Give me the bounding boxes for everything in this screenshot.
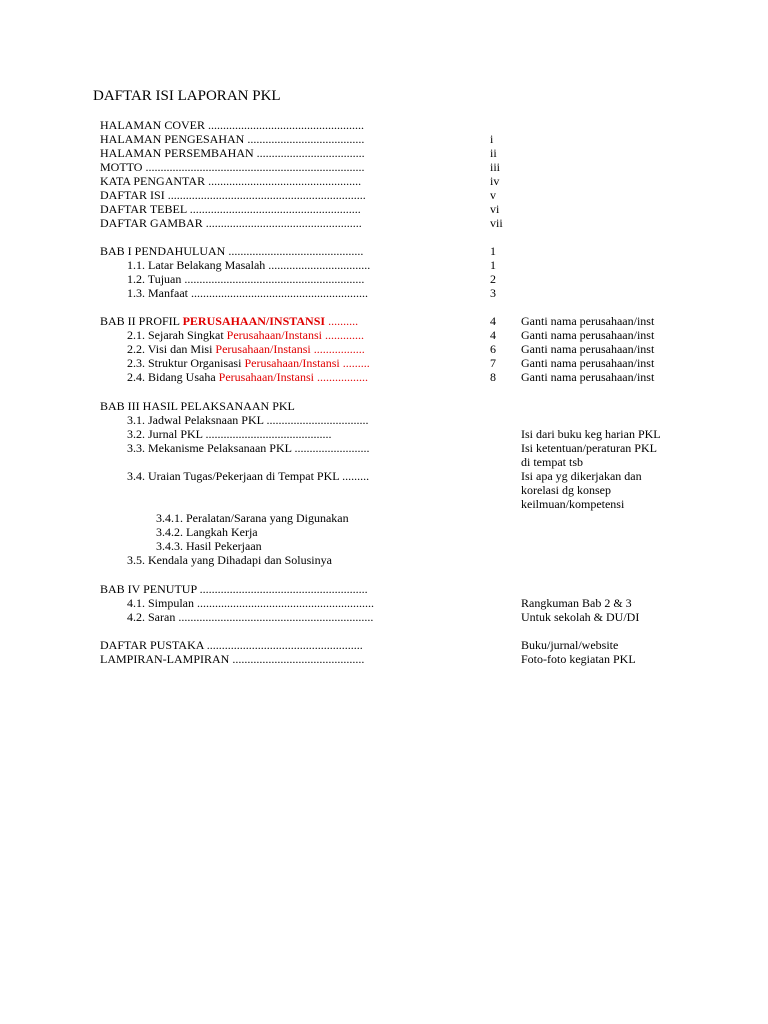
side-note: Isi apa yg dikerjakan dan [521,469,642,483]
side-note: Buku/jurnal/website [521,638,619,652]
side-note: Ganti nama perusahaan/inst [521,370,655,384]
highlight-text: PERUSAHAAN/INSTANSI [182,314,326,328]
side-note: di tempat tsb [521,455,583,469]
page-number: i [490,132,494,146]
toc-entry: HALAMAN PENGESAHAN ....................................... [100,132,365,146]
document-title: DAFTAR ISI LAPORAN PKL [93,88,281,104]
toc-subsubentry: 3.4.3. Hasil Pekerjaan [156,539,262,553]
leader-dots: ................. [310,342,365,356]
page-number: 8 [490,370,496,384]
toc-subentry: 3.5. Kendala yang Dihadapi dan Solusinya [127,553,332,567]
side-note: Ganti nama perusahaan/inst [521,342,655,356]
leader-dots: ......... [339,356,370,370]
toc-subentry: 3.3. Mekanisme Pelaksanaan PKL ......................... [127,441,370,455]
leader-dots: ................. [313,370,368,384]
toc-entry: KATA PENGANTAR ................................................... [100,174,362,188]
side-note: Ganti nama perusahaan/inst [521,314,655,328]
toc-subentry [127,328,364,342]
side-note: Untuk sekolah & DU/DI [521,610,640,624]
toc-entry: HALAMAN COVER .................................................... [100,118,364,132]
highlight-text: Perusahaan/Instansi [218,370,314,384]
page-number: 4 [490,314,496,328]
toc-entry: HALAMAN PERSEMBAHAN .................................... [100,146,365,160]
toc-entry: DAFTAR GAMBAR .................................................... [100,216,362,230]
side-note: korelasi dg konsep [521,483,611,497]
entry-prefix: 2.2. Visi dan Misi [127,342,216,356]
side-note: Rangkuman Bab 2 & 3 [521,596,632,610]
toc-subentry [127,356,370,370]
toc-subsubentry: 3.4.2. Langkah Kerja [156,525,258,539]
highlight-text: Perusahaan/Instansi [244,356,340,370]
page-number: 7 [490,356,496,370]
chapter-heading: BAB I PENDAHULUAN ............................................. [100,244,364,258]
toc-entry: MOTTO ......................................................................... [100,160,365,174]
page-number: vii [490,216,503,230]
toc-subentry: 4.2. Saran ................................................................. [127,610,374,624]
entry-prefix: 2.1. Sejarah Singkat [127,328,227,342]
toc-subentry [127,342,365,356]
toc-subentry: 1.3. Manfaat ........................................................... [127,286,368,300]
page-number: vi [490,202,500,216]
page-number: v [490,188,496,202]
toc-subentry: 3.1. Jadwal Pelaksnaan PKL .................................. [127,413,369,427]
toc-subentry: 4.1. Simpulan ........................................................... [127,596,375,610]
leader-dots: .......... [325,314,359,328]
page-number: iv [490,174,500,188]
side-note: Foto-foto kegiatan PKL [521,652,636,666]
toc-subentry: 3.2. Jurnal PKL .......................................... [127,427,332,441]
chapter-heading [100,314,358,328]
highlight-text: Perusahaan/Instansi [215,342,311,356]
toc-entry: DAFTAR ISI .................................................................. [100,188,366,202]
entry-prefix: 2.3. Struktur Organisasi [127,356,245,370]
side-note: Isi dari buku keg harian PKL [521,427,661,441]
entry-prefix: 2.4. Bidang Usaha [127,370,219,384]
page-number: 4 [490,328,496,342]
side-note: Ganti nama perusahaan/inst [521,356,655,370]
page-number: 6 [490,342,496,356]
page-number: 2 [490,272,496,286]
toc-subsubentry: 3.4.1. Peralatan/Sarana yang Digunakan [156,511,349,525]
page-number: 1 [490,244,496,258]
side-note: keilmuan/kompetensi [521,497,625,511]
toc-subentry: 1.1. Latar Belakang Masalah .................................. [127,258,371,272]
page-number: ii [490,146,497,160]
leader-dots: ............. [321,328,364,342]
side-note: Isi ketentuan/peraturan PKL [521,441,657,455]
toc-entry: DAFTAR PUSTAKA .................................................... [100,638,363,652]
page-number: 3 [490,286,496,300]
toc-entry: LAMPIRAN-LAMPIRAN ............................................ [100,652,365,666]
page-number: iii [490,160,501,174]
side-note: Ganti nama perusahaan/inst [521,328,655,342]
toc-entry: DAFTAR TEBEL ......................................................... [100,202,361,216]
chapter-prefix: BAB II PROFIL [100,314,183,328]
toc-subentry: 3.4. Uraian Tugas/Pekerjaan di Tempat PKL ......... [127,469,370,483]
page-number: 1 [490,258,496,272]
highlight-text: Perusahaan/Instansi [226,328,322,342]
chapter-heading: BAB III HASIL PELAKSANAAN PKL [100,399,295,413]
chapter-heading: BAB IV PENUTUP ........................................................ [100,582,368,596]
toc-subentry [127,370,368,384]
toc-subentry: 1.2. Tujuan ............................................................ [127,272,365,286]
